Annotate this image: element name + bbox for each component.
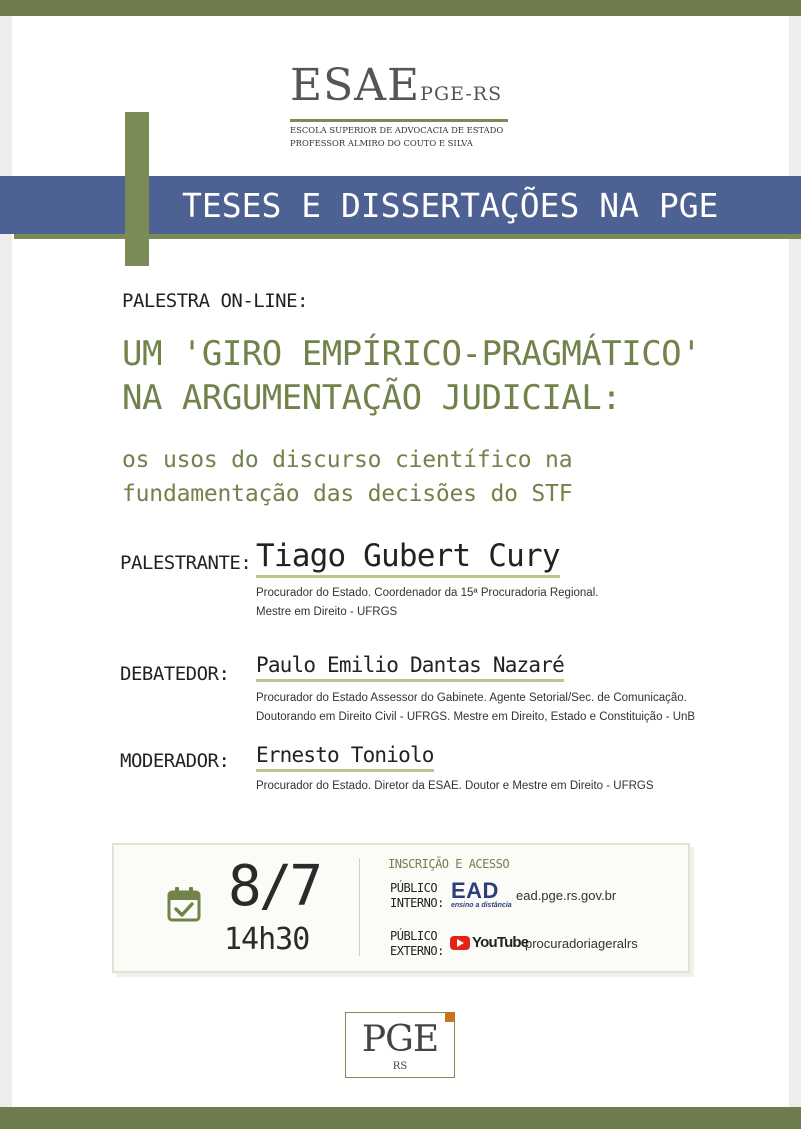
internal-label-line2: INTERNO: <box>390 896 444 910</box>
internal-label-line1: PÚBLICO <box>390 881 438 895</box>
debater-description <box>256 689 695 727</box>
pge-logo-suffix: RS <box>392 1061 408 1072</box>
lecture-title-line2: NA ARGUMENTAÇÃO JUDICIAL: <box>122 378 622 418</box>
youtube-play-icon <box>450 936 470 950</box>
access-heading: INSCRIÇÃO E ACESSO <box>388 857 510 871</box>
moderator-desc-line1: Procurador do Estado. Diretor da ESAE. Doutor e Mestre em Direito - UFRGS <box>256 780 654 792</box>
ead-logo-text: EAD <box>451 878 499 903</box>
bottom-border <box>0 1107 801 1129</box>
speaker-role-label: PALESTRANTE: <box>120 552 252 574</box>
lecture-label: PALESTRA ON-LINE: <box>122 290 308 312</box>
debater-desc-line1: Procurador do Estado Assessor do Gabinete. Agente Setorial/Sec. de Comunicação. <box>256 692 687 704</box>
moderator-name: Ernesto Toniolo <box>256 742 434 772</box>
esae-logo <box>290 60 520 148</box>
decorative-vertical-bar <box>125 112 149 266</box>
youtube-logo-text: YouTube <box>472 934 529 951</box>
internal-audience-label <box>390 881 444 911</box>
moderator-role-label: MODERADOR: <box>120 750 230 772</box>
speaker-desc-line2: Mestre em Direito - UFRGS <box>256 606 398 618</box>
lecture-title-line1: UM 'GIRO EMPÍRICO-PRAGMÁTICO' <box>122 334 702 374</box>
event-time: 14h30 <box>224 922 310 957</box>
speaker-desc-line1: Procurador do Estado. Coordenador da 15ª Procuradoria Regional. <box>256 587 599 599</box>
external-label-line2: EXTERNO: <box>390 944 444 958</box>
external-label-line1: PÚBLICO <box>390 929 438 943</box>
page-border-right <box>789 0 801 1129</box>
page-border-left <box>0 0 12 1129</box>
speaker-description <box>256 584 598 622</box>
top-border <box>0 0 801 16</box>
banner-title: TESES E DISSERTAÇÕES NA PGE <box>182 186 719 225</box>
ead-url-link[interactable]: ead.pge.rs.gov.br <box>516 888 617 903</box>
ead-logo-tagline: ensino a distância <box>451 902 512 909</box>
ead-logo <box>451 880 513 909</box>
debater-desc-line2: Doutorando em Direito Civil - UFRGS. Mestre em Direito, Estado e Constituição - UnB <box>256 711 696 723</box>
calendar-check-icon <box>167 886 201 922</box>
lecture-subtitle <box>122 443 572 511</box>
youtube-channel-link[interactable]: procuradoriageralrs <box>525 936 638 951</box>
moderator-description <box>256 777 654 796</box>
pge-logo <box>345 1012 455 1078</box>
event-date: 8/7 <box>228 854 321 919</box>
esae-logo-line1: ESCOLA SUPERIOR DE ADVOCACIA DE ESTADO <box>290 125 504 135</box>
lecture-title <box>122 332 701 420</box>
pge-logo-name: PGE <box>361 1019 439 1060</box>
esae-logo-rule <box>290 119 508 122</box>
speaker-name: Tiago Gubert Cury <box>256 538 560 578</box>
esae-logo-suffix: PGE-RS <box>420 83 503 105</box>
lecture-subtitle-line1: os usos do discurso científico na <box>122 447 573 473</box>
external-audience-label <box>390 929 444 959</box>
esae-logo-line2: PROFESSOR ALMIRO DO COUTO E SILVA <box>290 138 473 148</box>
debater-name: Paulo Emilio Dantas Nazaré <box>256 652 564 682</box>
event-divider <box>359 858 360 956</box>
esae-logo-name: ESAE <box>290 60 421 111</box>
youtube-logo <box>450 934 528 951</box>
debater-role-label: DEBATEDOR: <box>120 663 230 685</box>
lecture-subtitle-line2: fundamentação das decisões do STF <box>122 481 573 507</box>
